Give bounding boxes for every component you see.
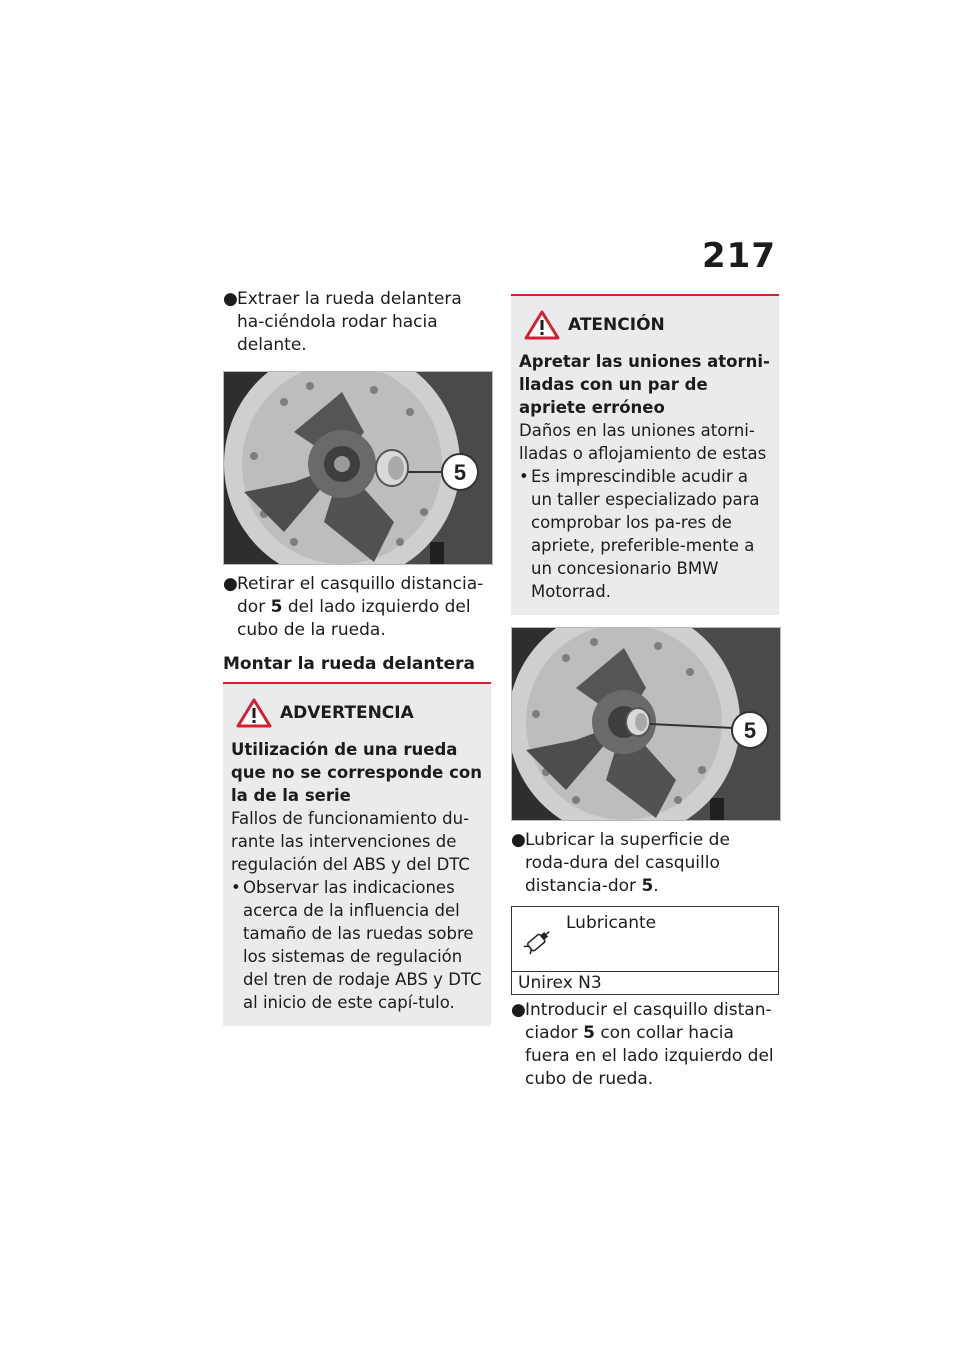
attention-label: ATENCIÓN: [568, 315, 665, 335]
warning-bullet: [231, 876, 483, 1014]
attention-bullet-text: Es imprescindible acudir a un taller especializado para comprobar los pa-res de apriete, preferible-mente a un concesionario BMW Motorrad.: [531, 467, 760, 601]
lubricant-table: [511, 906, 779, 995]
step-text-part: con collar hacia fuera en el lado izquierdo del cubo de rueda.: [525, 1023, 774, 1089]
warning-title: Utilización de una rueda que no se corresponde con la de la serie: [231, 740, 482, 805]
step-text-part: Retirar el casquillo distancia-dor: [237, 574, 484, 617]
section-heading: Montar la rueda delantera: [223, 654, 476, 674]
part-reference: 5: [583, 1023, 595, 1043]
figure-wheel-hub-1: [223, 371, 493, 565]
left-column: [223, 288, 491, 1026]
lubricant-value: Unirex N3: [518, 973, 602, 993]
attention-header: [524, 310, 771, 340]
lubricant-header: [512, 907, 778, 972]
bullet-dot: •: [231, 878, 241, 897]
warning-bullet-text: Observar las indicaciones acerca de la influencia del tamaño de las ruedas sobre los sistemas de regulación del tren de rodaje ABS y DTC al inicio de este capí-tulo.: [243, 878, 482, 1012]
figure-wheel-hub-2: [511, 627, 781, 821]
wheel-hub-illustration: [224, 372, 492, 564]
warning-label: ADVERTENCIA: [280, 703, 414, 723]
step-text-part: del lado izquierdo del cubo de la rueda.: [237, 597, 471, 640]
warning-box: [223, 682, 491, 1026]
warning-header: [236, 698, 483, 728]
bullet-dot: ●: [223, 574, 238, 594]
bullet-dot: •: [519, 467, 529, 486]
page-number: 217: [702, 236, 776, 276]
step-text: [237, 573, 491, 642]
step-extract-wheel: [223, 288, 491, 357]
step-text-part: Lubricar la superficie de roda-dura del casquillo distancia-dor: [525, 830, 730, 896]
step-text: [525, 829, 779, 898]
bullet-dot: ●: [511, 1000, 526, 1020]
step-text-part: .: [653, 876, 659, 896]
wheel-hub-illustration: [512, 628, 780, 820]
figure-label-5: 5: [743, 718, 757, 743]
figure-label-5: 5: [453, 460, 467, 485]
attention-body: Daños en las uniones atorni-lladas o aflojamiento de estas: [519, 421, 767, 463]
step-lubricate: [511, 829, 779, 898]
attention-box: [511, 294, 779, 615]
step-insert-spacer: [511, 999, 779, 1091]
bullet-dot: ●: [223, 289, 238, 309]
warning-triangle-icon: [524, 310, 560, 340]
warning-triangle-icon: [236, 698, 272, 728]
attention-bullet: [519, 465, 771, 603]
bullet-dot: ●: [511, 830, 526, 850]
part-reference: 5: [270, 597, 283, 617]
part-reference: 5: [641, 876, 654, 896]
lubricant-label: Lubricante: [566, 913, 657, 933]
step-text: Extraer la rueda delantera ha-ciéndola rodar hacia delante.: [237, 289, 462, 355]
warning-body: Fallos de funcionamiento du-rante las intervenciones de regulación del ABS y del DTC: [231, 809, 470, 874]
step-text: [525, 999, 779, 1091]
step-remove-spacer: [223, 573, 491, 642]
attention-title: Apretar las uniones atorni-lladas con un par de apriete erróneo: [519, 352, 770, 417]
step-text-part: Introducir el casquillo distan-ciador: [525, 1000, 772, 1043]
grease-tube-icon: [520, 925, 554, 959]
right-column: [511, 294, 779, 1091]
